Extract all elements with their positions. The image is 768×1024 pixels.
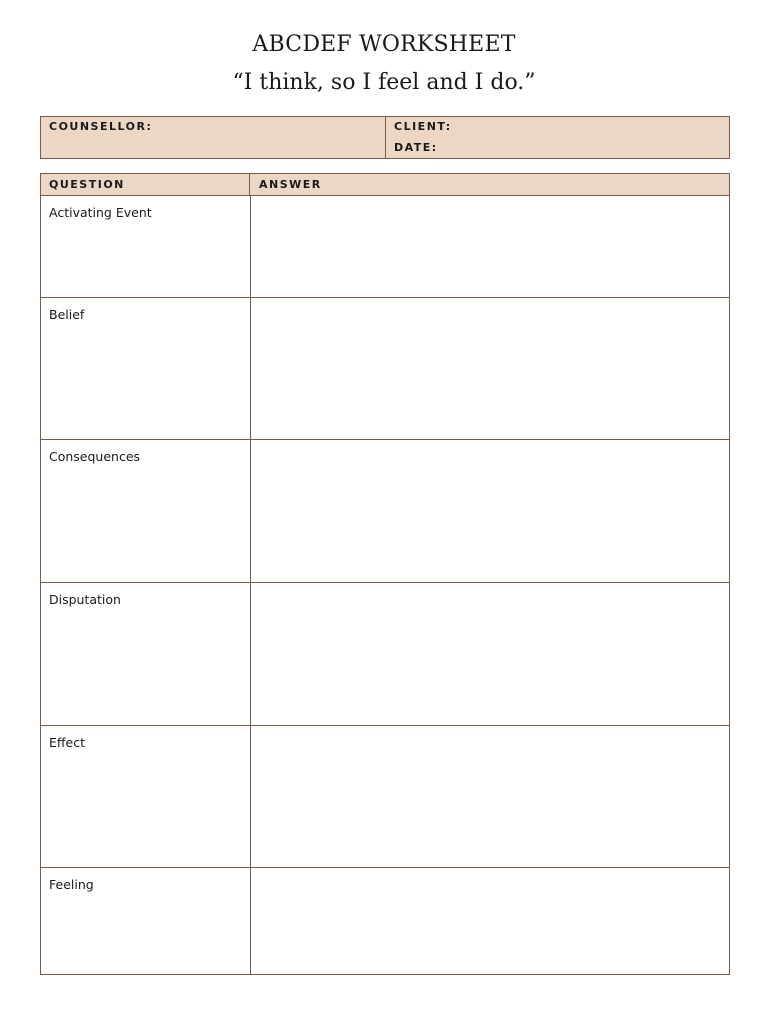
date-label: DATE: xyxy=(394,141,438,154)
table-header-row xyxy=(41,174,729,196)
question-text: Belief xyxy=(49,307,85,322)
answer-cell[interactable] xyxy=(251,440,729,582)
question-text: Feeling xyxy=(49,877,94,892)
question-cell xyxy=(41,583,251,725)
question-cell xyxy=(41,298,251,439)
question-text: Effect xyxy=(49,735,85,750)
worksheet-table xyxy=(40,173,730,975)
answer-cell[interactable] xyxy=(251,726,729,867)
table-row xyxy=(41,196,729,298)
question-text: Consequences xyxy=(49,449,141,464)
question-cell xyxy=(41,440,251,582)
answer-cell[interactable] xyxy=(251,196,729,297)
client-label: CLIENT: xyxy=(394,120,452,133)
question-cell xyxy=(41,868,251,974)
question-text: Activating Event xyxy=(49,205,152,220)
table-row xyxy=(41,298,729,440)
info-box xyxy=(40,116,730,159)
page-title: ABCDEF WORKSHEET xyxy=(252,32,516,57)
question-cell xyxy=(41,726,251,867)
page-subtitle: “I think, so I feel and I do.” xyxy=(232,70,536,95)
answer-cell[interactable] xyxy=(251,583,729,725)
counsellor-label: COUNSELLOR: xyxy=(49,120,153,133)
column-header-question: QUESTION xyxy=(41,174,250,195)
column-header-answer: ANSWER xyxy=(259,178,322,191)
answer-cell[interactable] xyxy=(251,868,729,974)
table-row xyxy=(41,726,729,868)
question-cell xyxy=(41,196,251,297)
table-row xyxy=(41,440,729,583)
table-row xyxy=(41,583,729,726)
answer-cell[interactable] xyxy=(251,298,729,439)
table-row xyxy=(41,868,729,975)
info-divider xyxy=(385,117,386,158)
question-text: Disputation xyxy=(49,592,121,607)
